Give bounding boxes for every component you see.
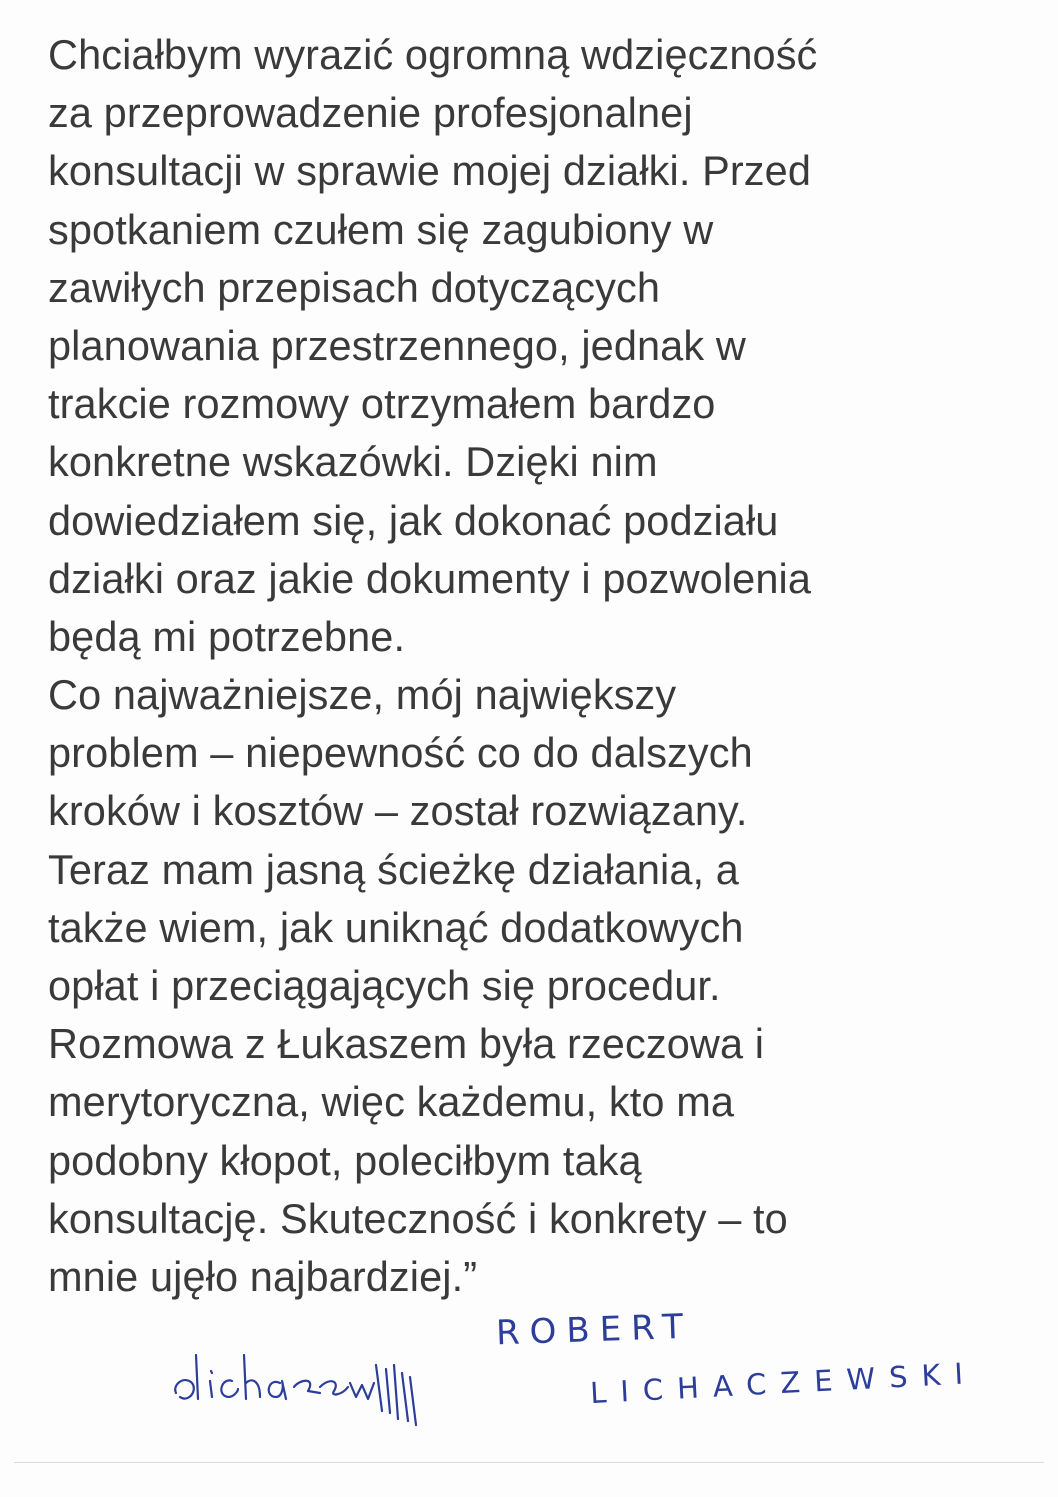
letter-line: będą mi potrzebne. xyxy=(48,612,406,660)
letter-line: spotkaniem czułem się zagubiony w xyxy=(48,205,714,253)
letter-line: Rozmowa z Łukaszem była rzeczowa i xyxy=(48,1020,765,1068)
letter-line: konkretne wskazówki. Dzięki nim xyxy=(48,438,658,486)
letter-line: podobny kłopot, poleciłbym taką xyxy=(48,1136,642,1184)
letter-body xyxy=(48,26,1038,1306)
letter-line: także wiem, jak uniknąć dodatkowych xyxy=(48,903,744,951)
scan-edge-line xyxy=(14,1462,1044,1463)
letter-line: zawiłych przepisach dotyczących xyxy=(48,263,661,311)
letter-line: konsultację. Skuteczność i konkrety – to xyxy=(48,1194,788,1242)
letter-line: opłat i przeciągających się procedur. xyxy=(48,962,721,1009)
handwritten-first-name: ROBERT xyxy=(495,1306,694,1354)
letter-line: problem – niepewność co do dalszych xyxy=(48,729,753,777)
letter-line: za przeprowadzenie profesjonalnej xyxy=(48,89,693,137)
letter-line: mnie ujęło najbardziej.” xyxy=(48,1252,478,1300)
letter-line: Chciałbym wyrazić ogromną wdzięczność xyxy=(48,31,818,78)
letter-line: Teraz mam jasną ścieżkę działania, a xyxy=(48,845,739,893)
letter-line: merytoryczna, więc każdemu, kto ma xyxy=(48,1078,735,1126)
letter-line: działki oraz jakie dokumenty i pozwolenia xyxy=(48,554,812,602)
letter-line: Co najważniejsze, mój największy xyxy=(48,671,677,719)
letter-line: konsultacji w sprawie mojej działki. Przed xyxy=(48,147,812,195)
handwritten-signature xyxy=(170,1325,530,1435)
handwritten-last-name: LICHACZEWSKI xyxy=(589,1355,978,1411)
letter-line: kroków i kosztów – został rozwiązany. xyxy=(48,787,748,835)
letter-line: planowania przestrzennego, jednak w xyxy=(48,321,746,369)
letter-line: dowiedziałem się, jak dokonać podziału xyxy=(48,496,779,544)
letter-line: trakcie rozmowy otrzymałem bardzo xyxy=(48,380,716,428)
